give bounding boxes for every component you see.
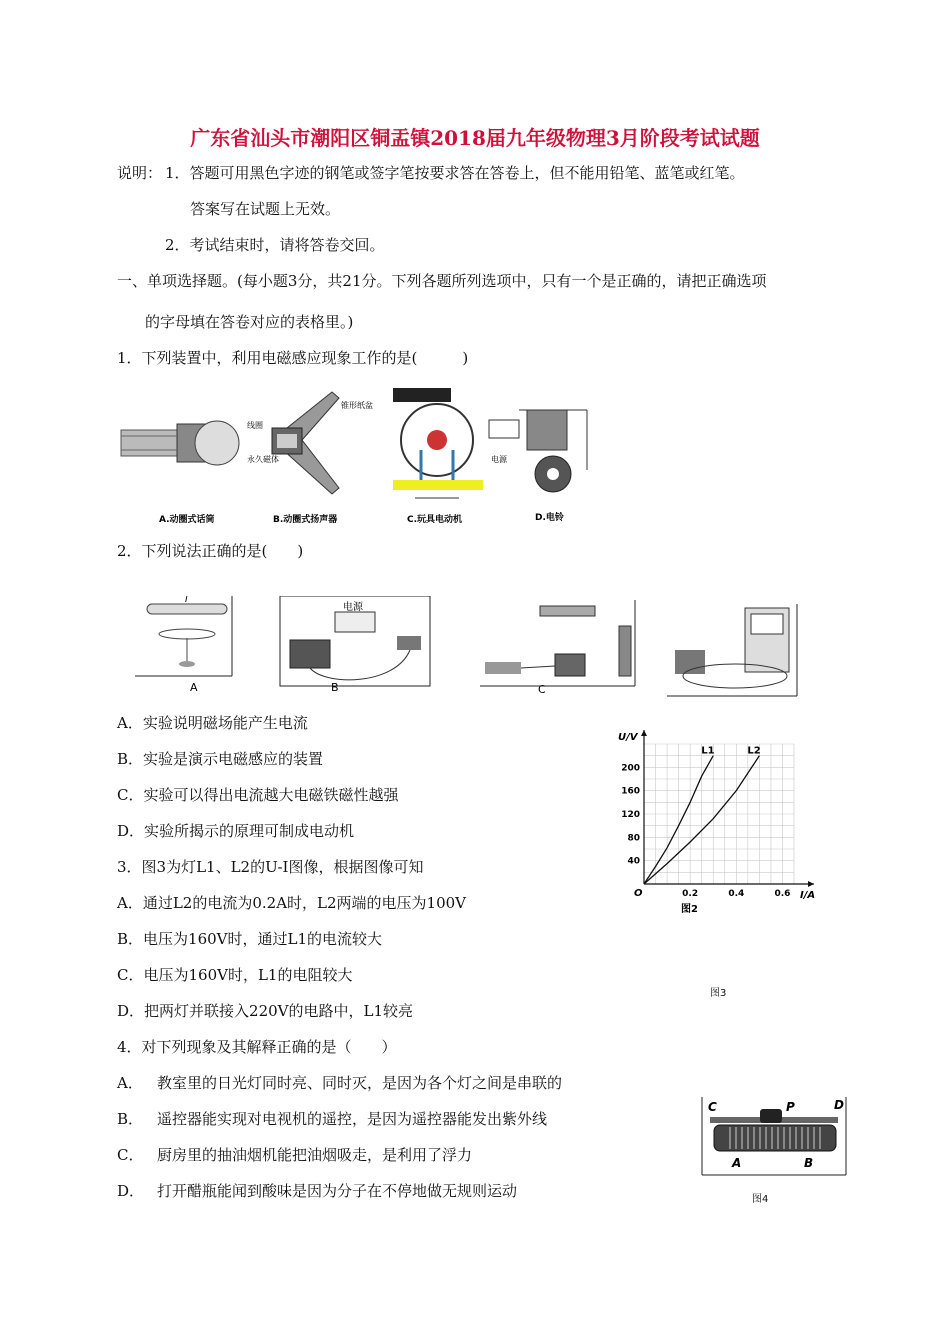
figure-2b — [280, 596, 430, 694]
power-source-label: 电源 — [343, 602, 363, 613]
section-heading: 一、单项选择题。(每小题3分，共21分。下列各题所列选项中，只有一个是正确的，请把正确选项 — [117, 272, 767, 290]
figure-2d — [667, 604, 797, 696]
q2-option-c: C．实验可以得出电流越大电磁铁磁性越强 — [117, 786, 399, 804]
current-label: I — [185, 596, 188, 605]
microphone-illustration — [121, 421, 239, 465]
question-2-figure — [135, 596, 805, 701]
y-axis-label: U/V — [618, 732, 638, 743]
notes-label: 说明： — [117, 164, 163, 182]
series-label-l2: L2 — [747, 745, 761, 757]
series-label-l1: L1 — [701, 745, 715, 757]
fig-label-c: C — [538, 683, 546, 696]
q4-option-a-letter: A． — [117, 1074, 143, 1092]
speaker-illustration — [247, 392, 373, 494]
motor-illustration — [393, 388, 483, 498]
terminal-d: D — [834, 1098, 844, 1112]
electric-bell-illustration — [489, 410, 587, 492]
inner-caption: 图2 — [681, 904, 698, 915]
q3-option-a: A．通过L2的电流为0.2A时，L2两端的电压为100V — [117, 894, 466, 912]
q4-option-d-letter: D． — [117, 1182, 145, 1200]
page-title: 广东省汕头市潮阳区铜盂镇2018届九年级物理3月阶段考试试题 — [190, 126, 760, 150]
magnet-label: 永久磁体 — [247, 455, 279, 464]
question-1-figure — [117, 380, 592, 530]
q3-option-d: D．把两灯并联接入220V的电路中，L1较亮 — [117, 1002, 413, 1020]
slider-p: P — [786, 1100, 795, 1114]
q4-option-c-letter: C． — [117, 1146, 144, 1164]
cone-label: 锥形纸盆 — [341, 401, 373, 410]
q3-option-c: C．电压为160V时，L1的电阻较大 — [117, 966, 353, 984]
q4-option-c-text: 厨房里的抽油烟机能把油烟吸走，是利用了浮力 — [157, 1146, 473, 1164]
figure-2a — [135, 596, 232, 694]
u-i-chart — [614, 722, 830, 918]
y-tick-label: 200 — [621, 763, 640, 774]
q1-caption-c: C.玩具电动机 — [407, 515, 463, 525]
origin-label: O — [634, 888, 643, 899]
question-3-stem: 3．图3为灯L1、L2的U-I图像，根据图像可知 — [117, 858, 424, 876]
terminal-b: B — [804, 1156, 814, 1170]
q3-option-b: B．电压为160V时，通过L1的电流较大 — [117, 930, 382, 948]
note-1: 1．答题可用黑色字迹的钢笔或签字笔按要求答在答卷上，但不能用铅笔、蓝笔或红笔。 — [165, 164, 745, 182]
y-tick-label: 40 — [627, 856, 640, 867]
q4-option-a-text: 教室里的日光灯同时亮、同时灭，是因为各个灯之间是串联的 — [157, 1074, 563, 1092]
terminal-c: C — [708, 1100, 717, 1114]
figure-4-caption: 图4 — [752, 1194, 769, 1205]
figure-4-rheostat — [700, 1095, 848, 1177]
x-axis-arrow — [808, 881, 814, 887]
figure-2c — [480, 600, 635, 696]
question-4-stem: 4．对下列现象及其解释正确的是（ ） — [117, 1038, 397, 1056]
note-1-continued: 答案写在试题上无效。 — [190, 200, 341, 218]
power-label: 电源 — [491, 455, 507, 464]
section-heading-continued: 的字母填在答卷对应的表格里。) — [145, 313, 354, 331]
x-tick-label: 0.6 — [774, 889, 791, 899]
q1-caption-d: D.电铃 — [535, 513, 564, 523]
q2-option-d: D．实验所揭示的原理可制成电动机 — [117, 822, 355, 840]
q2-option-b: B．实验是演示电磁感应的装置 — [117, 750, 324, 768]
figure-3-caption: 图3 — [710, 988, 727, 999]
y-tick-label: 80 — [627, 833, 640, 844]
q1-caption-a: A.动圈式话筒 — [159, 515, 215, 525]
figure-3-chart — [614, 722, 830, 918]
x-axis-label: I/A — [800, 890, 816, 901]
question-1-stem: 1．下列装置中，利用电磁感应现象工作的是( ) — [117, 349, 469, 367]
fig-label-a: A — [190, 681, 198, 694]
x-tick-label: 0.4 — [728, 889, 745, 899]
y-axis-arrow — [641, 730, 647, 736]
y-tick-label: 120 — [621, 810, 640, 820]
q4-option-b-text: 遥控器能实现对电视机的遥控，是因为遥控器能发出紫外线 — [157, 1110, 548, 1128]
q4-option-b-letter: B． — [117, 1110, 144, 1128]
terminal-a: A — [732, 1156, 742, 1170]
q4-option-d-text: 打开醋瓶能闻到酸味是因为分子在不停地做无规则运动 — [157, 1182, 518, 1200]
x-tick-label: 0.2 — [682, 889, 699, 899]
coil-label: 线圈 — [247, 421, 263, 430]
question-2-stem: 2．下列说法正确的是( ) — [117, 542, 304, 560]
fig-label-b: B — [331, 681, 339, 694]
q1-caption-b: B.动圈式扬声器 — [273, 515, 338, 525]
note-2: 2．考试结束时，请将答卷交回。 — [165, 236, 385, 254]
q2-option-a: A．实验说明磁场能产生电流 — [117, 714, 308, 732]
y-tick-label: 160 — [621, 786, 640, 797]
